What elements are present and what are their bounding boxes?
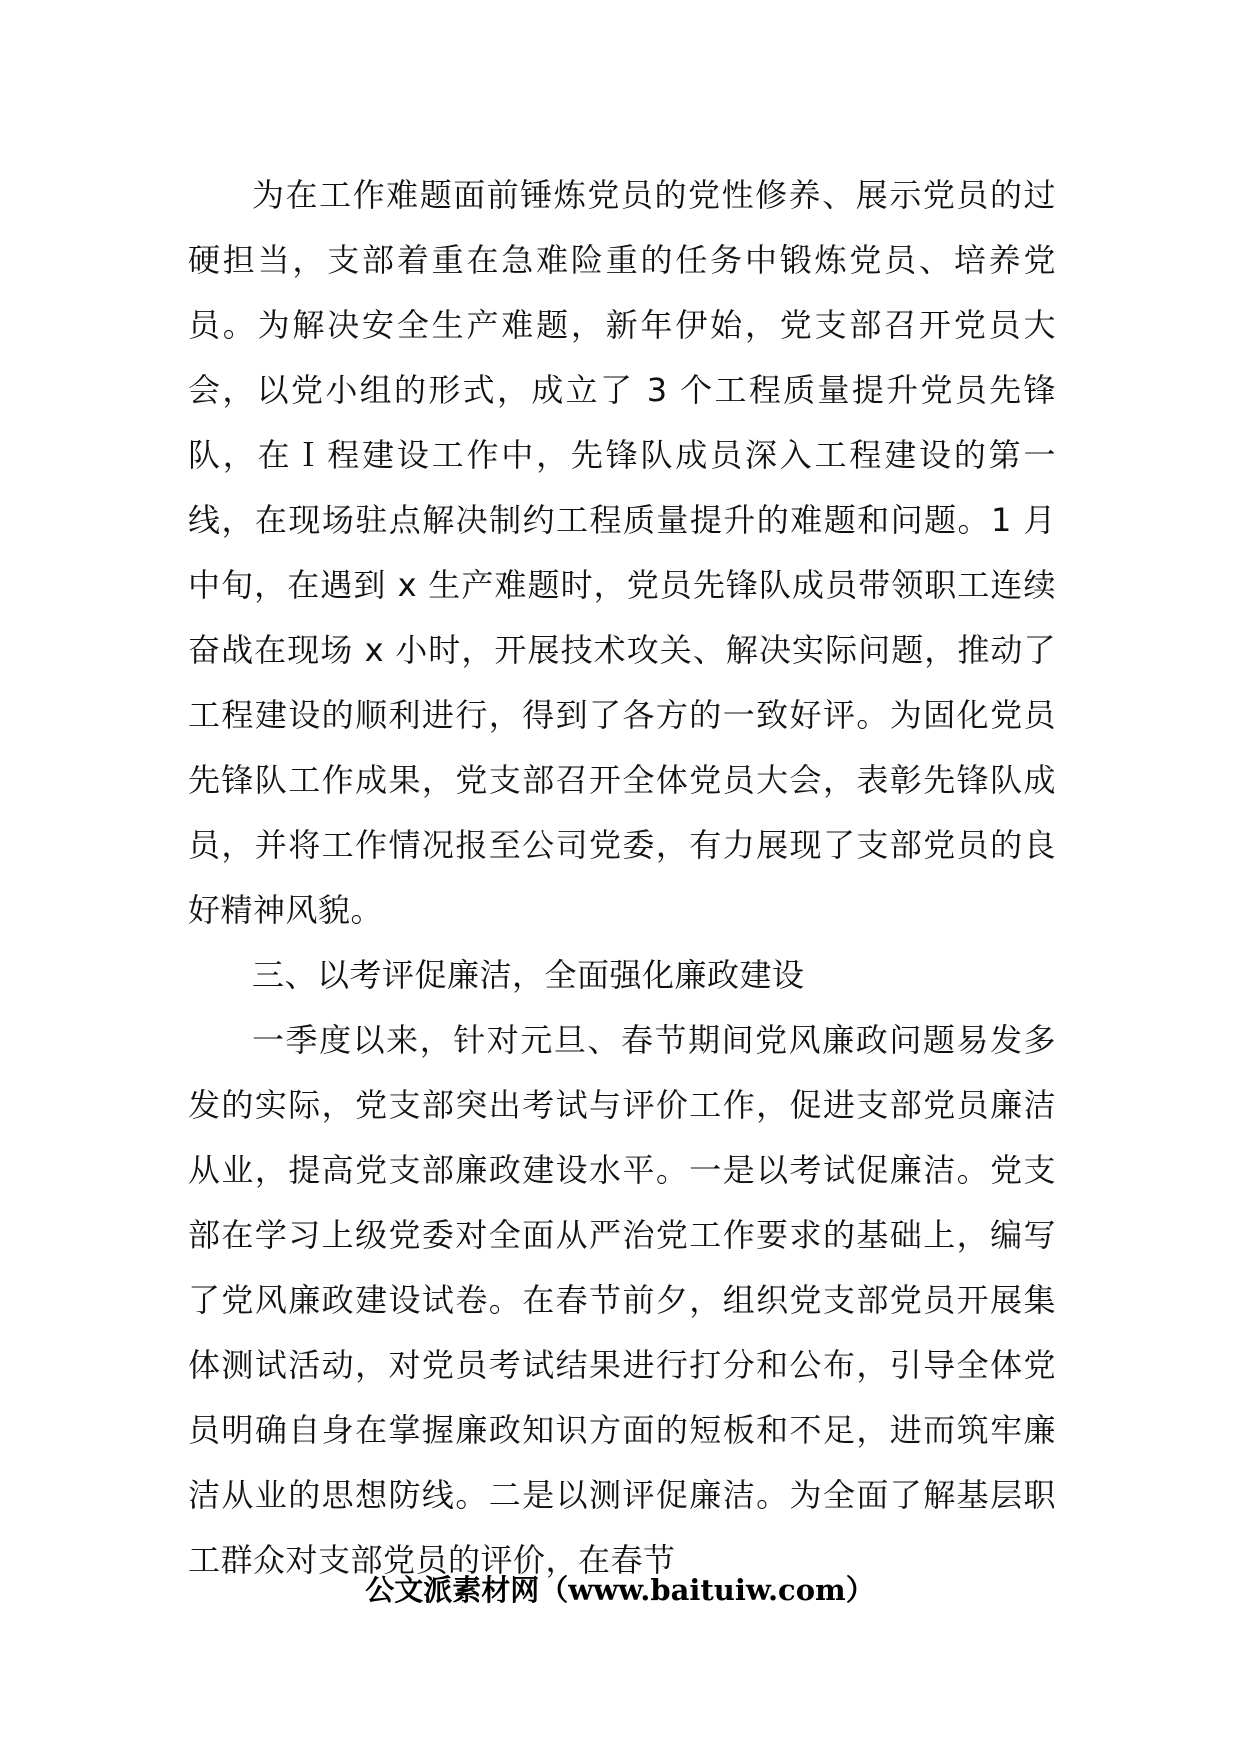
body-paragraph-2: 一季度以来，针对元旦、春节期间党风廉政问题易发多发的实际，党支部突出考试与评价工作，促进支部党员廉洁从业，提高党支部廉政建设水平。一是以考试促廉洁。党支部在学习上级党委对全面从严治党工作要求的基础上，编写了党风廉政建设试卷。在春节前夕，组织党支部党员开展集体测试活动，对党员考试结果进行打分和公布，引导全体党员明确自身在掌握廉政知识方面的短板和不足，进而筑牢廉洁从业的思想防线。二是以测评促廉洁。为全面了解基层职工群众对支部党员的评价，在春节	[188, 1021, 1056, 1579]
section-heading: 三、以考评促廉洁，全面强化廉政建设	[252, 956, 805, 994]
document-body	[188, 163, 1056, 1593]
body-paragraph-1: 为在工作难题面前锤炼党员的党性修养、展示党员的过硬担当，支部着重在急难险重的任务中锻炼党员、培养党员。为解决安全生产难题，新年伊始，党支部召开党员大会，以党小组的形式，成立了 3 个工程质量提升党员先锋队，在Ｉ程建设工作中，先锋队成员深入工程建设的第一线，在现场驻点解决制约工程质量提升的难题和问题。1 月中旬，在遇到 x 生产难题时，党员先锋队成员带领职工连续奋战在现场 x 小时，开展技术攻关、解决实际问题，推动了工程建设的顺利进行，得到了各方的一致好评。为固化党员先锋队工作成果，党支部召开全体党员大会，表彰先锋队成员，并将工作情况报至公司党委，有力展现了支部党员的良好精神风貌。	[188, 176, 1056, 929]
footer-watermark: 公文派素材网（www.baituiw.com）	[365, 1573, 875, 1607]
